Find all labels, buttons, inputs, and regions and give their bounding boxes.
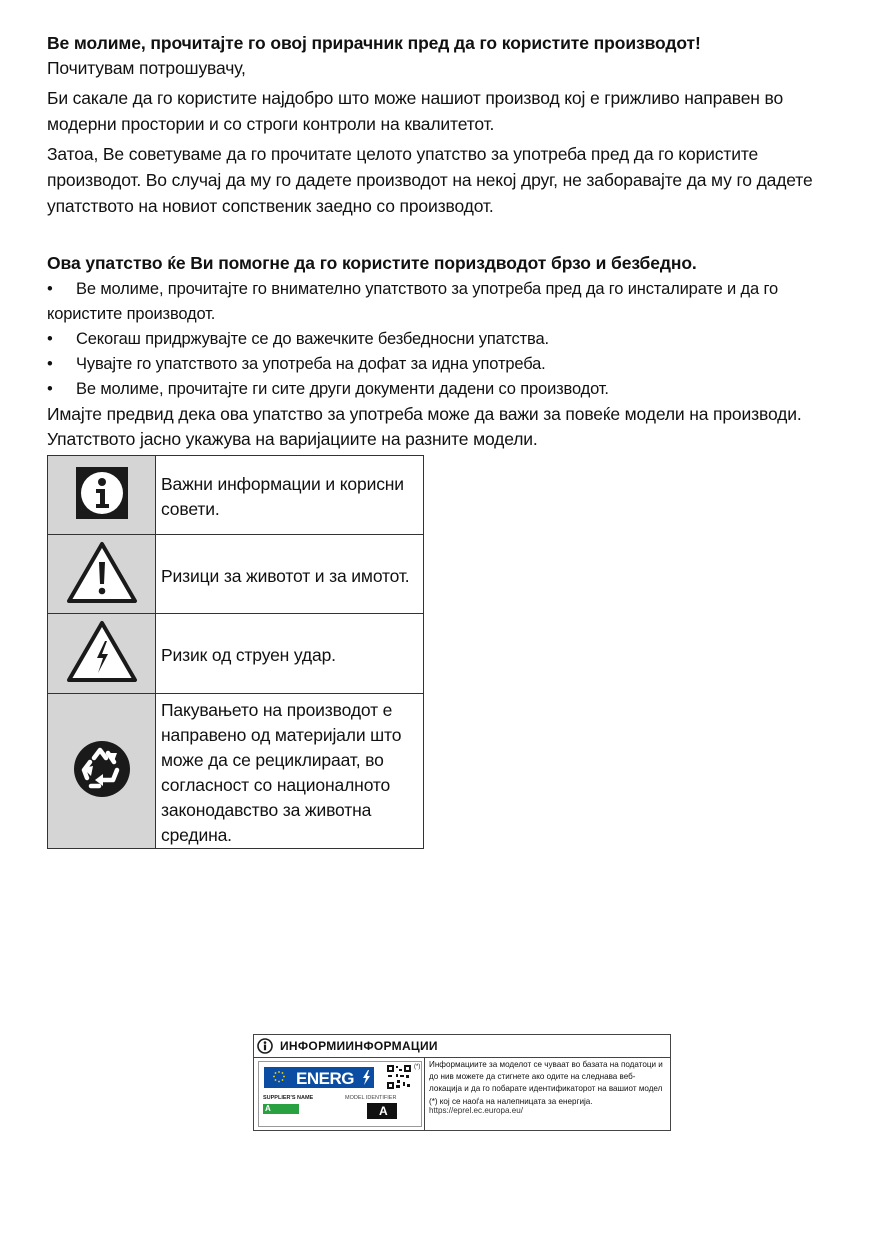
model-footnote-marker: (*) [414,1064,421,1070]
bullet-item [47,277,827,327]
guide-heading: Ова упатство ќе Ви помогне да го користите пориздводот брзо и безбедно. [47,253,697,273]
bullet-dot: • [47,355,53,373]
instructions-page [47,30,827,452]
energy-label-banner [264,1067,374,1088]
bullet-text: Секогаш придржувајте се до важечките безбедносни упатства. [76,330,549,348]
bullet-item [47,352,827,377]
eprel-url: https://eprel.ec.europa.eu/ [429,1106,524,1115]
model-identifier-label: MODEL IDENTIFIER [345,1095,397,1101]
warning-icon [66,540,138,604]
energy-class-letter: A [265,1104,271,1113]
symbol-icon-cell [48,614,156,694]
intro-heading: Ве молиме, прочитајте го овој прирачник пред да го користите производот! [47,33,701,53]
symbol-description: Пакувањето на производот е направено од материјали што може да се рециклираат, во согласност со националното законодавство за животна средина. [156,694,424,849]
bullet-item [47,377,827,402]
energy-label-thumbnail [258,1061,422,1127]
symbols-table [47,455,424,849]
eprel-description: Информациите за моделот се чуваат во базата на податоци и до нив можете да стигнете ако одите на следнава веб-локација и да го побарате идентификаторот на вашиот модел (*) кој се наоѓа на налепницата за енергија. [429,1060,663,1106]
recycle-icon [73,740,131,798]
model-variation-note: Имајте предвид дека ова упатство за употреба може да важи за повеќе модели на производи. Упатството јасно укажува на варијациите на разните модели. [47,404,802,449]
bullet-dot: • [47,330,53,348]
symbol-row [48,614,424,694]
info-icon [75,466,129,520]
greeting: Почитувам потрошувачу, [47,58,246,78]
bullet-text: Чувајте го упатството за употреба на дофат за идна употреба. [76,355,546,373]
energy-class-value: A [379,1104,388,1118]
electric-shock-icon [66,619,138,683]
eprel-title: ИНФОРМИИНФОРМАЦИИ [280,1039,438,1053]
symbol-icon-cell [48,535,156,614]
symbol-icon-cell [48,456,156,535]
energy-class-bar [263,1104,299,1114]
bullet-text: Ве молиме, прочитајте ги сите други документи дадени со производот. [76,380,609,398]
energy-class-indicator [367,1103,397,1119]
bullet-text: Ве молиме, прочитајте го внимателно упатството за употреба пред да го инсталирате и да го користите производот. [47,280,779,323]
symbol-description: Ризик од струен удар. [156,614,424,694]
info-icon [257,1038,273,1054]
symbol-icon-cell [48,694,156,849]
eu-flag-icon [266,1069,292,1086]
symbol-row [48,535,424,614]
energy-word: ENERG [296,1069,354,1088]
eprel-divider [424,1057,425,1130]
lightning-icon [362,1070,371,1085]
eprel-info-box [253,1034,671,1131]
qr-code-icon [387,1065,411,1089]
intro-paragraph-1: Би сакале да го користите најдобро што може нашиот производ кој е грижливо направен во модерни простории и со строги контроли на квалитетот. [47,88,784,134]
bullet-item [47,327,827,352]
bullet-dot: • [47,280,53,298]
symbol-row [48,694,424,849]
symbol-row [48,456,424,535]
eprel-header [254,1035,670,1058]
supplier-name-label: SUPPLIER'S NAME [263,1095,314,1101]
bullet-dot: • [47,380,53,398]
intro-paragraph-2: Затоа, Ве советуваме да го прочитате целото упатство за употреба пред да го користите производот. Во случај да му го дадете производот на некој друг, не заборавајте да му го дадете упатството на новиот сопственик заедно со производот. [47,144,813,216]
symbol-description: Ризици за животот и за имотот. [156,535,424,614]
symbol-description: Важни информации и корисни совети. [156,456,424,535]
